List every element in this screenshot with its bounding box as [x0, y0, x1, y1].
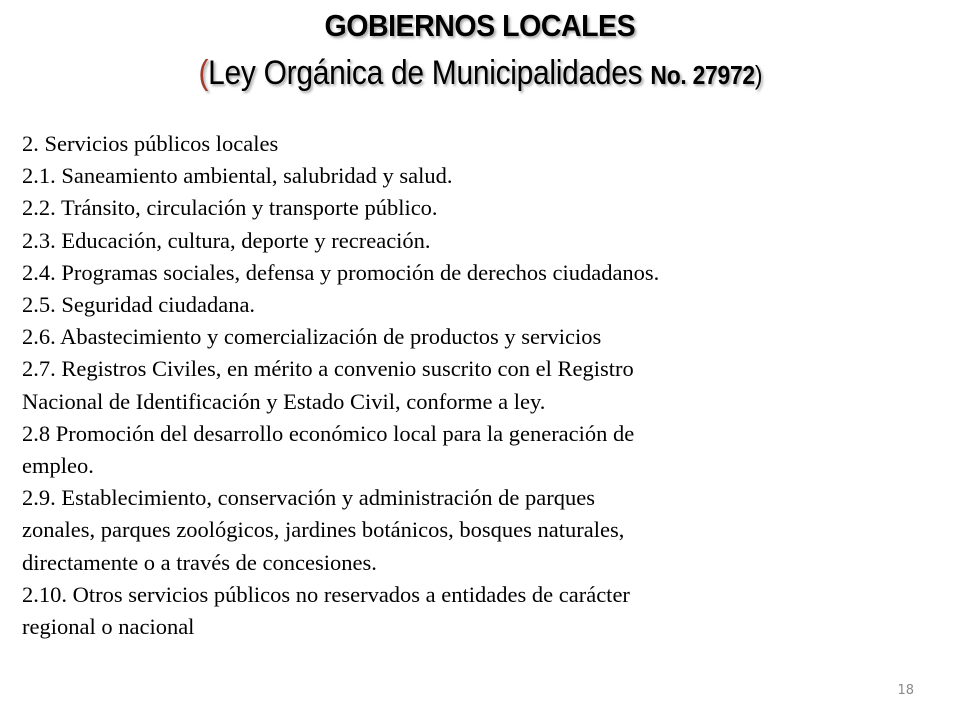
- list-line: empleo.: [22, 453, 94, 479]
- list-line: 2.2. Tránsito, circulación y transporte público.: [22, 195, 438, 221]
- slide-title-block: [0, 6, 960, 103]
- subtitle-law-number: No. 27972: [650, 60, 755, 90]
- list-line: regional o nacional: [22, 614, 195, 640]
- list-line: 2.8 Promoción del desarrollo económico local para la generación de: [22, 420, 635, 446]
- open-paren: (: [198, 54, 208, 92]
- subtitle-law-name: Ley Orgánica de Municipalidades: [207, 54, 651, 92]
- list-line: zonales, parques zoológicos, jardines botánicos, bosques naturales,: [22, 517, 625, 543]
- services-list: [22, 128, 922, 643]
- slide-title: GOBIERNOS LOCALES: [324, 8, 636, 43]
- list-line: 2.4. Programas sociales, defensa y promoción de derechos ciudadanos.: [22, 259, 660, 285]
- page-number: 18: [897, 683, 914, 698]
- list-line: 2.10. Otros servicios públicos no reservados a entidades de carácter: [22, 581, 630, 607]
- list-line: Nacional de Identificación y Estado Civil, conforme a ley.: [22, 388, 546, 414]
- close-paren: ): [754, 60, 762, 90]
- list-line: 2.5. Seguridad ciudadana.: [22, 292, 256, 318]
- list-line: 2.1. Saneamiento ambiental, salubridad y salud.: [22, 163, 453, 189]
- list-line: directamente o a través de concesiones.: [22, 549, 377, 575]
- list-line: 2. Servicios públicos locales: [22, 131, 279, 156]
- slide-subtitle: [198, 50, 762, 103]
- list-line: 2.6. Abastecimiento y comercialización de productos y servicios: [22, 324, 602, 350]
- list-line: 2.7. Registros Civiles, en mérito a convenio suscrito con el Registro: [22, 356, 634, 382]
- slide-subtitle-line: [0, 50, 960, 103]
- list-line: 2.9. Establecimiento, conservación y administración de parques: [22, 485, 595, 511]
- list-line: 2.3. Educación, cultura, deporte y recreación.: [22, 227, 431, 253]
